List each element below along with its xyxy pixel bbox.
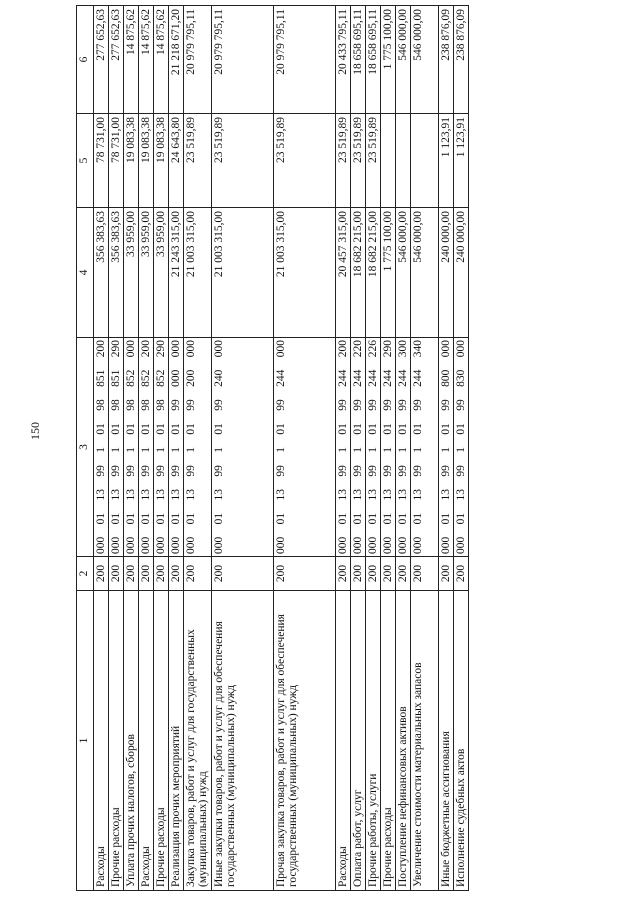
code-segment: 13	[337, 489, 349, 501]
executed-amount-cell	[381, 114, 396, 208]
code-segment: 244	[412, 369, 424, 387]
table-row	[109, 6, 124, 891]
row-name-cell: Расходы	[336, 591, 351, 891]
code-segment: 000	[125, 340, 137, 358]
executed-amount-cell	[411, 114, 439, 208]
code-segment: 99	[440, 399, 452, 411]
approved-amount-cell: 18 682 215,00	[351, 208, 366, 338]
row-name-cell: Прочие расходы	[109, 591, 124, 891]
row-name-cell: Иные бюджетные ассигнования	[439, 591, 454, 891]
code-segment: 13	[455, 489, 467, 501]
remaining-amount-cell: 546 000,00	[411, 6, 439, 114]
code-segment: 800	[440, 369, 452, 387]
code-segment: 000	[397, 536, 409, 554]
code-segment: 244	[337, 369, 349, 387]
code-segment: 200	[140, 340, 152, 358]
table-row	[184, 6, 212, 891]
table-row	[212, 6, 274, 891]
row-code-cell: 200	[411, 557, 439, 591]
approved-amount-cell: 240 000,00	[439, 208, 454, 338]
code-segment: 01	[275, 512, 287, 525]
classification-code-cell	[184, 338, 212, 557]
row-code-cell: 200	[184, 557, 212, 591]
classification-code-cell	[381, 338, 396, 557]
column-number-row	[77, 6, 94, 891]
code-segment: 13	[382, 489, 394, 501]
remaining-amount-cell: 277 652,63	[109, 6, 124, 114]
code-segment: 99	[397, 465, 409, 477]
code-segment: 01	[397, 512, 409, 525]
approved-amount-cell: 21 003 315,00	[212, 208, 274, 338]
rotated-report-page	[76, 6, 469, 891]
code-segment: 200	[337, 340, 349, 358]
code-segment: 01	[352, 423, 364, 435]
code-segment: 000	[170, 536, 182, 554]
table-row	[139, 6, 154, 891]
code-segment: 99	[455, 465, 467, 477]
code-segment: 01	[125, 423, 137, 435]
code-segment: 01	[337, 512, 349, 525]
approved-amount-cell: 21 243 315,00	[169, 208, 184, 338]
row-name-cell: Увеличение стоимости материальных запасов	[411, 591, 439, 891]
table-row	[169, 6, 184, 891]
code-segment: 1	[412, 447, 424, 453]
page-number: 150	[28, 422, 42, 440]
approved-amount-cell: 33 959,00	[139, 208, 154, 338]
approved-amount-cell: 546 000,00	[396, 208, 411, 338]
code-segment: 13	[352, 489, 364, 501]
code-segment: 1	[155, 447, 167, 453]
code-segment: 99	[412, 399, 424, 411]
classification-code-cell	[336, 338, 351, 557]
code-segment: 1	[352, 447, 364, 453]
table-row	[454, 6, 469, 891]
code-segment: 01	[352, 512, 364, 525]
code-segment: 01	[337, 423, 349, 435]
code-segment: 1	[440, 447, 452, 453]
code-segment: 000	[382, 536, 394, 554]
row-code-cell: 200	[124, 557, 139, 591]
code-segment: 13	[140, 489, 152, 501]
code-segment: 13	[213, 489, 225, 501]
code-segment: 000	[367, 536, 379, 554]
table-row	[336, 6, 351, 891]
executed-amount-cell: 78 731,00	[109, 114, 124, 208]
column-number: 6	[77, 6, 94, 114]
code-segment: 99	[170, 465, 182, 477]
code-segment: 1	[367, 447, 379, 453]
code-segment: 1	[125, 447, 137, 453]
code-segment: 99	[170, 399, 182, 411]
remaining-amount-cell: 18 658 695,11	[366, 6, 381, 114]
code-segment: 000	[140, 536, 152, 554]
code-segment: 000	[455, 340, 467, 358]
code-segment: 1	[185, 447, 197, 453]
approved-amount-cell: 20 457 315,00	[336, 208, 351, 338]
code-segment: 99	[337, 465, 349, 477]
remaining-amount-cell: 20 433 795,11	[336, 6, 351, 114]
code-segment: 300	[397, 340, 409, 358]
code-segment: 98	[95, 399, 107, 411]
code-segment: 99	[185, 465, 197, 477]
code-segment: 01	[185, 423, 197, 435]
executed-amount-cell: 24 643,80	[169, 114, 184, 208]
code-segment: 01	[367, 423, 379, 435]
executed-amount-cell: 19 083,38	[124, 114, 139, 208]
classification-code-cell	[411, 338, 439, 557]
code-segment: 99	[155, 465, 167, 477]
remaining-amount-cell: 238 876,09	[439, 6, 454, 114]
row-name-cell: Реализация прочих мероприятий	[169, 591, 184, 891]
code-segment: 1	[140, 447, 152, 453]
code-segment: 13	[125, 489, 137, 501]
code-segment: 01	[455, 423, 467, 435]
code-segment: 98	[140, 399, 152, 411]
row-name-cell: Поступление нефинансовых активов	[396, 591, 411, 891]
remaining-amount-cell: 1 775 100,00	[381, 6, 396, 114]
code-segment: 340	[412, 340, 424, 358]
code-segment: 99	[382, 465, 394, 477]
code-segment: 99	[140, 465, 152, 477]
classification-code-cell	[439, 338, 454, 557]
code-segment: 1	[213, 447, 225, 453]
executed-amount-cell: 1 123,91	[454, 114, 469, 208]
code-segment: 99	[337, 399, 349, 411]
code-segment: 13	[440, 489, 452, 501]
row-code-cell: 200	[169, 557, 184, 591]
code-segment: 1	[455, 447, 467, 453]
code-segment: 000	[110, 536, 122, 554]
code-segment: 200	[95, 340, 107, 358]
table-row	[381, 6, 396, 891]
code-segment: 01	[140, 512, 152, 525]
code-segment: 99	[397, 399, 409, 411]
code-segment: 99	[367, 399, 379, 411]
row-code-cell: 200	[212, 557, 274, 591]
code-segment: 290	[382, 340, 394, 358]
code-segment: 000	[440, 536, 452, 554]
approved-amount-cell: 240 000,00	[454, 208, 469, 338]
code-segment: 98	[125, 399, 137, 411]
code-segment: 1	[110, 447, 122, 453]
row-name-cell: Прочие работы, услуги	[366, 591, 381, 891]
executed-amount-cell: 23 519,89	[184, 114, 212, 208]
code-segment: 000	[412, 536, 424, 554]
table-row	[396, 6, 411, 891]
row-name-cell: Уплата прочих налогов, сборов	[124, 591, 139, 891]
code-segment: 99	[275, 399, 287, 411]
code-segment: 01	[170, 512, 182, 525]
code-segment: 01	[140, 423, 152, 435]
code-segment: 01	[155, 512, 167, 525]
code-segment: 99	[382, 399, 394, 411]
code-segment: 1	[275, 447, 287, 453]
code-segment: 01	[455, 512, 467, 525]
code-segment: 99	[455, 399, 467, 411]
code-segment: 000	[275, 536, 287, 554]
remaining-amount-cell: 238 876,09	[454, 6, 469, 114]
table-row	[439, 6, 454, 891]
code-segment: 13	[170, 489, 182, 501]
approved-amount-cell: 21 003 315,00	[274, 208, 336, 338]
code-segment: 99	[352, 399, 364, 411]
approved-amount-cell: 546 000,00	[411, 208, 439, 338]
code-segment: 000	[440, 340, 452, 358]
code-segment: 99	[275, 465, 287, 477]
code-segment: 99	[440, 465, 452, 477]
executed-amount-cell: 19 083,38	[154, 114, 169, 208]
code-segment: 852	[125, 369, 137, 387]
executed-amount-cell: 23 519,89	[274, 114, 336, 208]
code-segment: 01	[213, 423, 225, 435]
column-number: 4	[77, 208, 94, 338]
code-segment: 01	[382, 512, 394, 525]
row-name-cell: Расходы	[94, 591, 109, 891]
code-segment: 13	[110, 489, 122, 501]
code-segment: 01	[397, 423, 409, 435]
row-code-cell: 200	[366, 557, 381, 591]
code-segment: 290	[110, 340, 122, 358]
code-segment: 99	[95, 465, 107, 477]
table-row	[154, 6, 169, 891]
approved-amount-cell: 356 383,63	[109, 208, 124, 338]
code-segment: 98	[110, 399, 122, 411]
classification-code-cell	[351, 338, 366, 557]
code-segment: 01	[95, 423, 107, 435]
executed-amount-cell: 78 731,00	[94, 114, 109, 208]
code-segment: 13	[185, 489, 197, 501]
code-segment: 01	[213, 512, 225, 525]
code-segment: 01	[367, 512, 379, 525]
row-code-cell: 200	[336, 557, 351, 591]
code-segment: 244	[382, 369, 394, 387]
column-number: 1	[77, 591, 94, 891]
code-segment: 13	[95, 489, 107, 501]
remaining-amount-cell: 21 218 671,20	[169, 6, 184, 114]
code-segment: 13	[412, 489, 424, 501]
executed-amount-cell: 23 519,89	[212, 114, 274, 208]
approved-amount-cell: 21 003 315,00	[184, 208, 212, 338]
code-segment: 99	[110, 465, 122, 477]
row-code-cell: 200	[274, 557, 336, 591]
classification-code-cell	[124, 338, 139, 557]
row-name-cell: Оплата работ, услуг	[351, 591, 366, 891]
row-code-cell: 200	[381, 557, 396, 591]
approved-amount-cell: 356 383,63	[94, 208, 109, 338]
code-segment: 244	[397, 369, 409, 387]
row-code-cell: 200	[109, 557, 124, 591]
code-segment: 000	[185, 340, 197, 358]
code-segment: 000	[185, 536, 197, 554]
remaining-amount-cell: 20 979 795,11	[184, 6, 212, 114]
code-segment: 01	[125, 512, 137, 525]
code-segment: 000	[213, 536, 225, 554]
row-name-cell: Исполнение судебных актов	[454, 591, 469, 891]
code-segment: 830	[455, 369, 467, 387]
classification-code-cell	[454, 338, 469, 557]
classification-code-cell	[154, 338, 169, 557]
code-segment: 01	[382, 423, 394, 435]
code-segment: 99	[185, 399, 197, 411]
column-number: 2	[77, 557, 94, 591]
code-segment: 244	[367, 369, 379, 387]
row-code-cell: 200	[94, 557, 109, 591]
table-row	[351, 6, 366, 891]
code-segment: 01	[155, 423, 167, 435]
table-row	[124, 6, 139, 891]
row-name-cell: Прочая закупка товаров, работ и услуг для обеспечения государственных (муниципальных) нужд	[274, 591, 336, 891]
classification-code-cell	[212, 338, 274, 557]
table-row	[94, 6, 109, 891]
code-segment: 1	[170, 447, 182, 453]
remaining-amount-cell: 18 658 695,11	[351, 6, 366, 114]
code-segment: 851	[95, 369, 107, 387]
classification-code-cell	[274, 338, 336, 557]
executed-amount-cell	[396, 114, 411, 208]
code-segment: 000	[337, 536, 349, 554]
code-segment: 01	[170, 423, 182, 435]
row-name-cell: Прочие расходы	[154, 591, 169, 891]
table-body	[94, 6, 469, 891]
code-segment: 1	[382, 447, 394, 453]
row-code-cell: 200	[439, 557, 454, 591]
row-code-cell: 200	[139, 557, 154, 591]
code-segment: 240	[213, 369, 225, 387]
code-segment: 000	[352, 536, 364, 554]
approved-amount-cell: 33 959,00	[154, 208, 169, 338]
code-segment: 01	[440, 512, 452, 525]
row-name-cell: Расходы	[139, 591, 154, 891]
row-code-cell: 200	[454, 557, 469, 591]
code-segment: 200	[185, 369, 197, 387]
classification-code-cell	[94, 338, 109, 557]
table-row	[411, 6, 439, 891]
row-name-cell: Иные закупки товаров, работ и услуг для обеспечения государственных (муниципальных) нужд	[212, 591, 274, 891]
remaining-amount-cell: 20 979 795,11	[212, 6, 274, 114]
executed-amount-cell: 23 519,89	[351, 114, 366, 208]
code-segment: 000	[155, 536, 167, 554]
code-segment: 000	[213, 340, 225, 358]
code-segment: 1	[95, 447, 107, 453]
remaining-amount-cell: 20 979 795,11	[274, 6, 336, 114]
code-segment: 1	[337, 447, 349, 453]
row-code-cell: 200	[396, 557, 411, 591]
code-segment: 220	[352, 340, 364, 358]
classification-code-cell	[139, 338, 154, 557]
code-segment: 13	[367, 489, 379, 501]
table-row	[274, 6, 336, 891]
executed-amount-cell: 23 519,89	[336, 114, 351, 208]
column-number: 3	[77, 338, 94, 557]
code-segment: 01	[185, 512, 197, 525]
row-name-cell: Закупка товаров, работ и услуг для государственных (муниципальных) нужд	[184, 591, 212, 891]
code-segment: 01	[110, 512, 122, 525]
code-segment: 01	[110, 423, 122, 435]
code-segment: 852	[140, 369, 152, 387]
classification-code-cell	[169, 338, 184, 557]
code-segment: 244	[275, 369, 287, 387]
budget-execution-table	[76, 5, 469, 891]
approved-amount-cell: 33 959,00	[124, 208, 139, 338]
code-segment: 000	[95, 536, 107, 554]
code-segment: 01	[95, 512, 107, 525]
code-segment: 000	[170, 369, 182, 387]
code-segment: 244	[352, 369, 364, 387]
approved-amount-cell: 18 682 215,00	[366, 208, 381, 338]
code-segment: 1	[397, 447, 409, 453]
code-segment: 851	[110, 369, 122, 387]
remaining-amount-cell: 14 875,62	[154, 6, 169, 114]
code-segment: 226	[367, 340, 379, 358]
code-segment: 13	[275, 489, 287, 501]
remaining-amount-cell: 546 000,00	[396, 6, 411, 114]
code-segment: 000	[170, 340, 182, 358]
code-segment: 000	[125, 536, 137, 554]
approved-amount-cell: 1 775 100,00	[381, 208, 396, 338]
code-segment: 000	[455, 536, 467, 554]
code-segment: 13	[155, 489, 167, 501]
classification-code-cell	[396, 338, 411, 557]
remaining-amount-cell: 277 652,63	[94, 6, 109, 114]
code-segment: 99	[412, 465, 424, 477]
column-number: 5	[77, 114, 94, 208]
code-segment: 01	[412, 512, 424, 525]
code-segment: 000	[275, 340, 287, 358]
classification-code-cell	[366, 338, 381, 557]
table-row	[366, 6, 381, 891]
code-segment: 01	[440, 423, 452, 435]
row-code-cell: 200	[351, 557, 366, 591]
code-segment: 290	[155, 340, 167, 358]
executed-amount-cell: 19 083,38	[139, 114, 154, 208]
row-code-cell: 200	[154, 557, 169, 591]
remaining-amount-cell: 14 875,62	[124, 6, 139, 114]
classification-code-cell	[109, 338, 124, 557]
code-segment: 13	[397, 489, 409, 501]
executed-amount-cell: 23 519,89	[366, 114, 381, 208]
code-segment: 99	[125, 465, 137, 477]
remaining-amount-cell: 14 875,62	[139, 6, 154, 114]
code-segment: 99	[352, 465, 364, 477]
code-segment: 98	[155, 399, 167, 411]
code-segment: 852	[155, 369, 167, 387]
code-segment: 01	[412, 423, 424, 435]
executed-amount-cell: 1 123,91	[439, 114, 454, 208]
code-segment: 99	[367, 465, 379, 477]
code-segment: 99	[213, 399, 225, 411]
code-segment: 99	[213, 465, 225, 477]
code-segment: 01	[275, 423, 287, 435]
row-name-cell: Прочие расходы	[381, 591, 396, 891]
